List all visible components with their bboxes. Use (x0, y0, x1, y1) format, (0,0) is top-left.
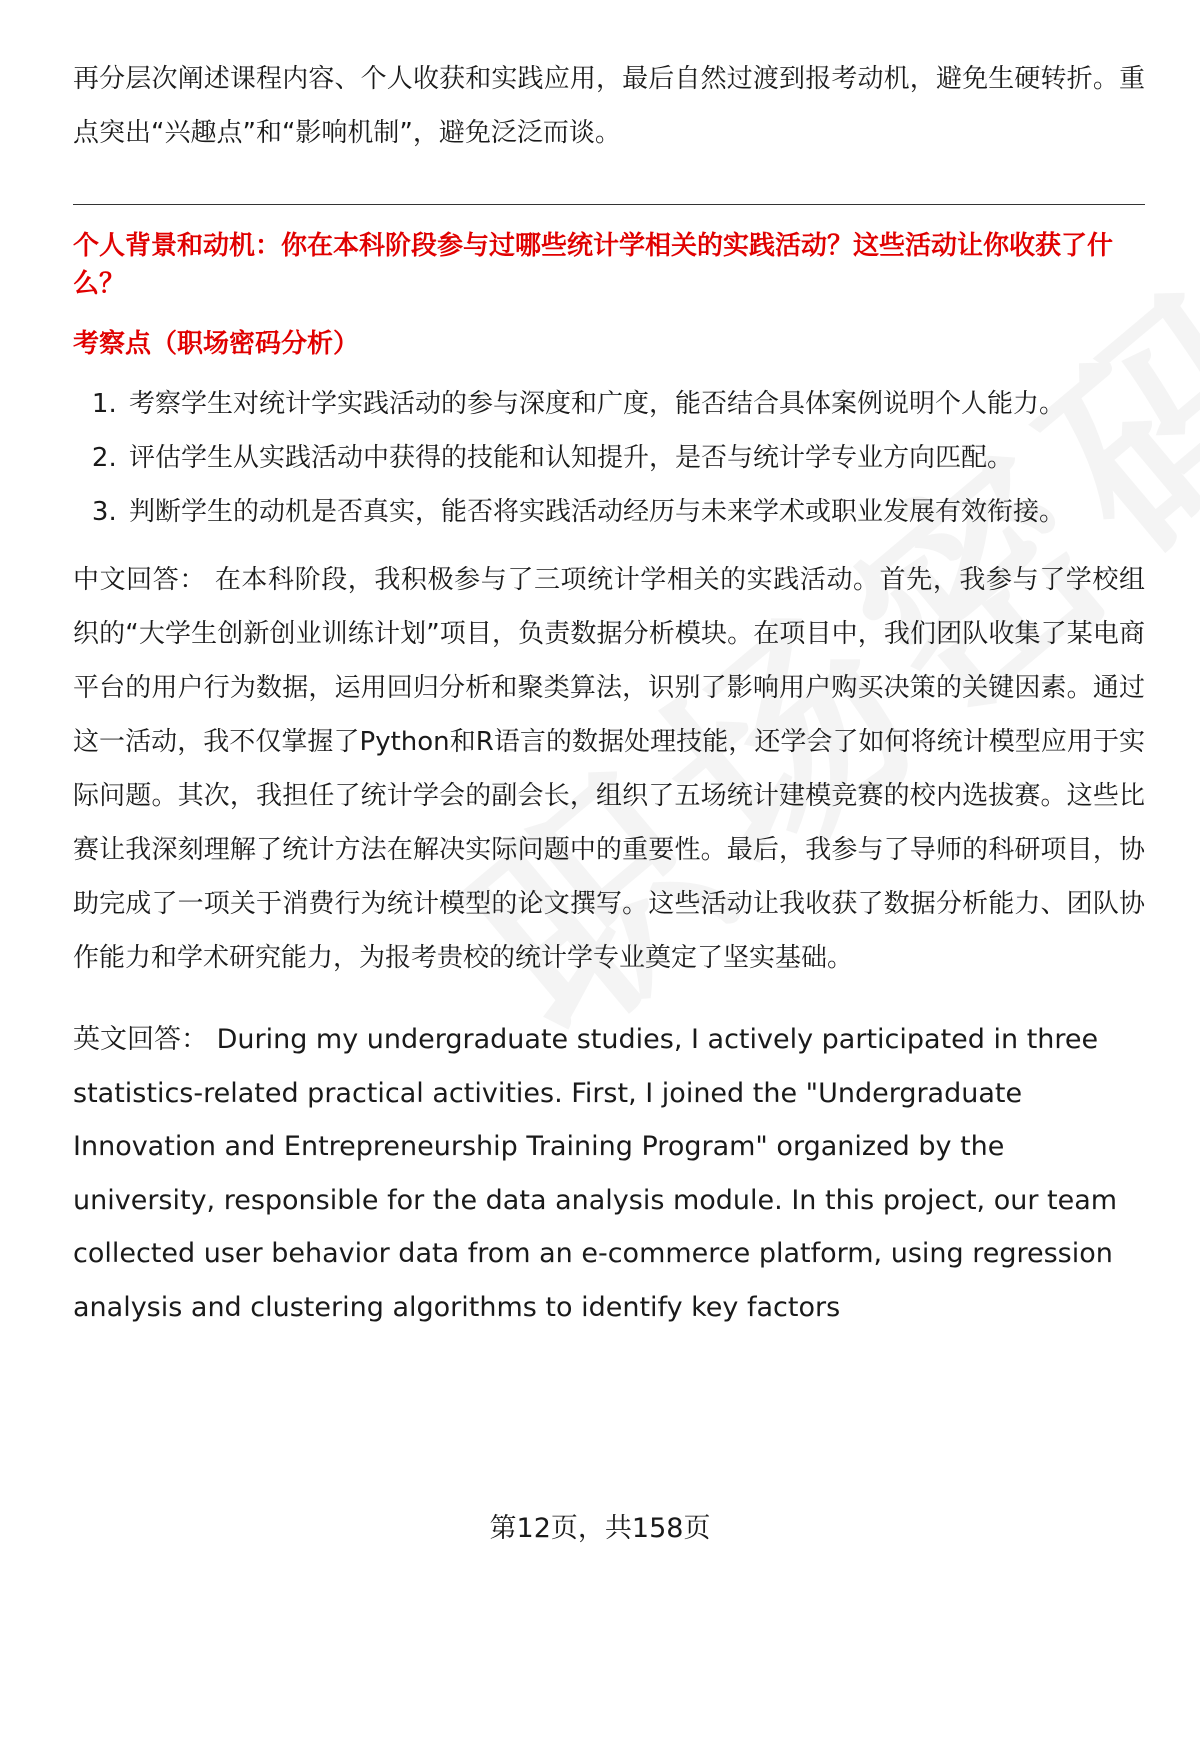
list-item: 2. 评估学生从实践活动中获得的技能和认知提升，是否与统计学专业方向匹配。 (125, 431, 1145, 485)
question-heading: 个人背景和动机：你在本科阶段参与过哪些统计学相关的实践活动？这些活动让你收获了什么？ (73, 231, 1114, 299)
page-content (73, 52, 1145, 1334)
chinese-answer: 中文回答： 在本科阶段，我积极参与了三项统计学相关的实践活动。首先，我参与了学校组织的“大学生创新创业训练计划”项目，负责数据分析模块。在项目中，我们团队收集了某电商平台的用户行为数据，运用回归分析和聚类算法，识别了影响用户购买决策的关键因素。通过这一活动，我不仅掌握了Python和R语言的数据处理技能，还学会了如何将统计模型应用于实际问题。其次，我担任了统计学会的副会长，组织了五场统计建模竞赛的校内选拔赛。这些比赛让我深刻理解了统计方法在解决实际问题中的重要性。最后，我参与了导师的科研项目，协助完成了一项关于消费行为统计模型的论文撰写。这些活动让我收获了数据分析能力、团队协作能力和学术研究能力，为报考贵校的统计学专业奠定了坚实基础。 (73, 565, 1145, 973)
list-item: 3. 判断学生的动机是否真实，能否将实践活动经历与未来学术或职业发展有效衔接。 (125, 485, 1145, 539)
intro-paragraph: 再分层次阐述课程内容、个人收获和实践应用，最后自然过渡到报考动机，避免生硬转折。重点突出“兴趣点”和“影响机制”，避免泛泛而谈。 (73, 64, 1145, 148)
analysis-heading: 考察点（职场密码分析） (73, 329, 360, 359)
list-item: 1. 考察学生对统计学实践活动的参与深度和广度，能否结合具体案例说明个人能力。 (125, 377, 1145, 431)
page-number: 第12页，共158页 (489, 1513, 711, 1544)
divider (73, 204, 1145, 205)
english-answer: 英文回答： During my undergraduate studies, I actively participated in three statistics-related practical activities. First, I joined the "Undergraduate Innovation and Entrepreneurship Training Program" organized by the university, responsible for the data analysis module. In this project, our team collected user behavior data from an e-commerce platform, using regression analysis and clustering algorithms to identify key factors (73, 1024, 1118, 1323)
analysis-list (73, 377, 1145, 539)
